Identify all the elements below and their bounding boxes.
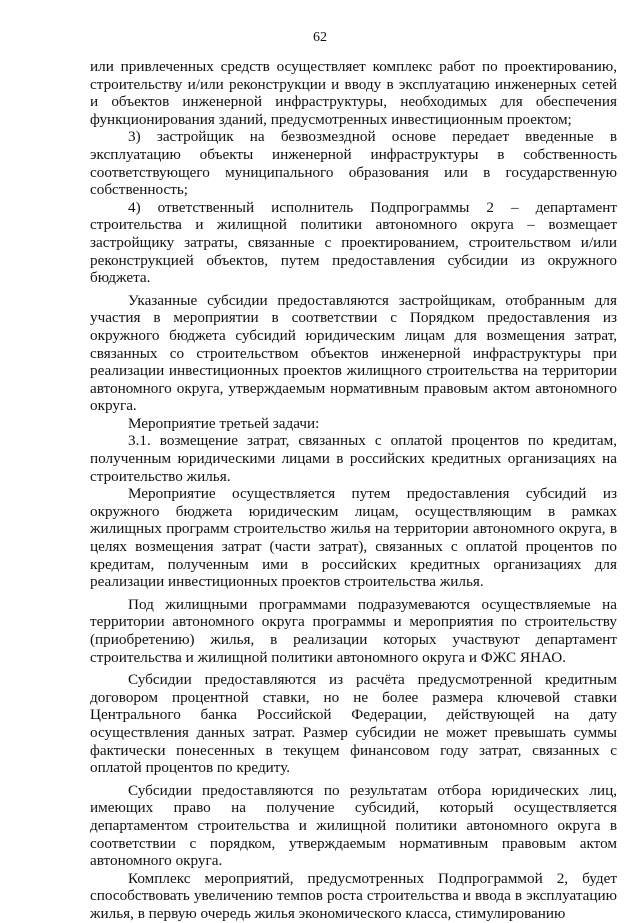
paragraph-subsidies: Указанные субсидии предоставляются застройщикам, отобранным для участия в мероприятии в соответствии с Порядком предоставления из окружного бюджета субсидий юридическим лицам для возмещения затрат, связанных со строительством объектов инженерной инфраструктуры при реализации инвестиционных проектов жилищного строительства на территории автономного округа, утверждаемым нормативным правовым актом автономного округа.	[90, 291, 617, 415]
paragraph-continuation: или привлеченных средств осуществляет комплекс работ по проектированию, строительству и/или реконструкции и вводу в эксплуатацию инженерных сетей и объектов инженерной инфраструктуры, необходимых для обеспечения функционирования зданий, предусмотренных инвестиционным проектом;	[90, 58, 617, 128]
document-body	[90, 58, 617, 923]
paragraph-subsidy-rate: Субсидии предоставляются из расчёта предусмотренной кредитным договором процентной ставки, но не более размера ключевой ставки Центрального банка Российской Федерации, действующей на дату осуществления данных затрат. Размер субсидии не может превышать суммы фактически понесенных в текущем финансовом году затрат, связанных с оплатой процентов по кредиту.	[90, 671, 617, 777]
paragraph-measure-3-1: 3.1. возмещение затрат, связанных с оплатой процентов по кредитам, полученным юридическими лицами в российских кредитных организациях на строительство жилья.	[90, 432, 617, 485]
paragraph-item-4: 4) ответственный исполнитель Подпрограммы 2 – департамент строительства и жилищной политики автономного округа – возмещает застройщику затраты, связанные с проектированием, строительством и/или реконструкцией объектов, путем предоставления субсидии из окружного бюджета.	[90, 198, 617, 287]
paragraph-selection: Субсидии предоставляются по результатам отбора юридических лиц, имеющих право на получение субсидий, который осуществляется департаментом строительства и жилищной политики автономного округа в соответствии с порядком, утверждаемым нормативным правовым актом автономного округа.	[90, 781, 617, 870]
paragraph-measure-description: Мероприятие осуществляется путем предоставления субсидий из окружного бюджета юридическим лицам, осуществляющим в рамках жилищных программ строительство жилья на территории автономного округа, в целях возмещения затрат (части затрат), связанных с оплатой процентов по кредитам, полученным ими в российских кредитных организациях для реализации инвестиционных проектов строительства жилья.	[90, 485, 617, 591]
paragraph-housing-programs: Под жилищными программами подразумеваются осуществляемые на территории автономного округа программы и мероприятия по строительству (приобретению) жилья, в реализации которых участвуют департамент строительства и жилищной политики автономного округа и ФЖС ЯНАО.	[90, 595, 617, 666]
paragraph-third-task-heading: Мероприятие третьей задачи:	[128, 414, 320, 432]
page-number: 62	[313, 30, 327, 45]
paragraph-complex: Комплекс мероприятий, предусмотренных Подпрограммой 2, будет способствовать увеличению темпов роста строительства и ввода в эксплуатацию жилья, в первую очередь жилья экономического класса, стимулированию	[90, 869, 617, 922]
paragraph-item-3: 3) застройщик на безвозмездной основе передает введенные в эксплуатацию объекты инженерной инфраструктуры в собственность соответствующего муниципального образования или в государственную собственность;	[90, 128, 617, 199]
